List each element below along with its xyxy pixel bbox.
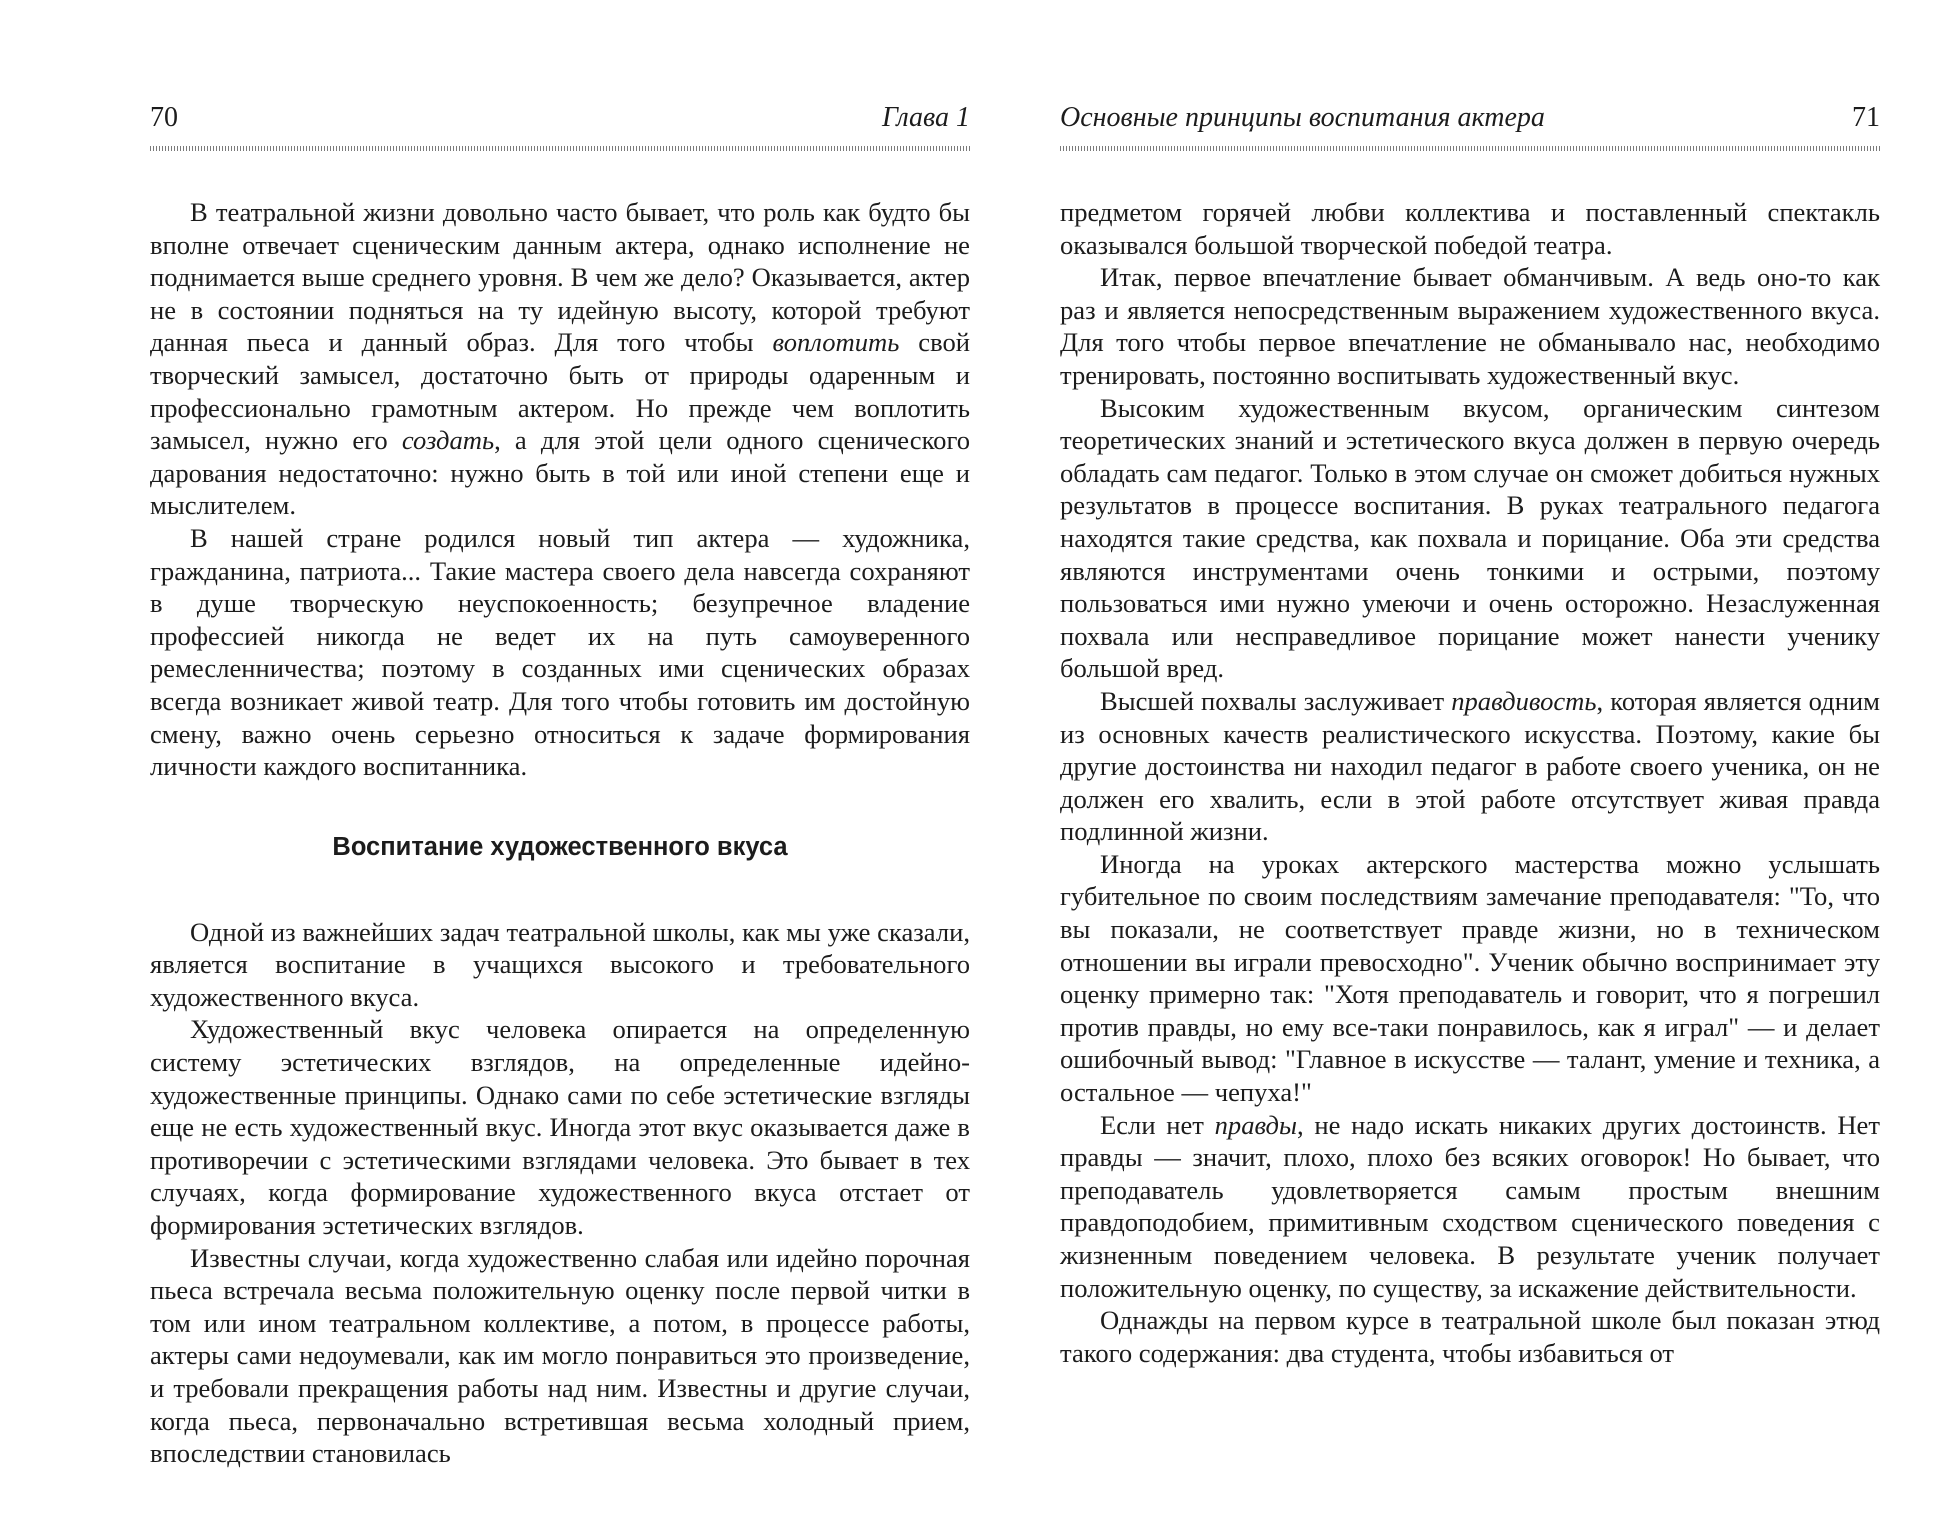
page-number-left: 70 bbox=[150, 102, 178, 133]
paragraph: Высшей похвалы заслуживает правдивость, которая является одним из основных качеств реалистического искусства. Поэтому, какие бы другие достоинства ни находил педагог в работе своего ученика, он не должен его хвалить, если в этой работе отсутствует живая правда подлинной жизни. bbox=[1060, 685, 1880, 847]
paragraph: В нашей стране родился новый тип актера — художника, гражданина, патриота... Такие мастера своего дела навсегда сохраняют в душе творческую неуспокоенность; безупречное владение профессией никогда не ведет их на путь самоуверенного ремесленничества; поэтому в созданных ими сценических образах всегда возникает живой театр. Для того чтобы готовить им достойную смену, важно очень серьезно относиться к задаче формирования личности каждого воспитанника. bbox=[150, 522, 970, 782]
left-page-body bbox=[150, 196, 970, 1470]
paragraph: Одной из важнейших задач театральной школы, как мы уже сказали, является воспитание в учащихся высокого и требовательного художественного вкуса. bbox=[150, 916, 970, 1012]
emphasis: правды bbox=[1214, 1109, 1298, 1140]
header-rule-left bbox=[150, 146, 970, 151]
book-section-title: Основные принципы воспитания актера bbox=[1060, 102, 1545, 133]
paragraph: Высоким художественным вкусом, органическим синтезом теоретических знаний и эстетического вкуса должен в первую очередь обладать сам педагог. Только в этом случае он сможет добиться нужных результатов в процессе воспитания. В руках театрального педагога находятся такие средства, как похвала и порицание. Оба эти средства являются инструментами очень тонкими и острыми, поэтому пользоваться ими нужно умеючи и очень осторожно. Незаслуженная похвала или несправедливое порицание может нанести ученику большой вред. bbox=[1060, 392, 1880, 684]
running-head-right bbox=[1060, 98, 1880, 138]
paragraph: Художественный вкус человека опирается на определенную систему эстетических взглядов, на определенные идейно-художественные принципы. Однако сами по себе эстетические взгляды еще не есть художественный вкус. Иногда этот вкус оказывается даже в противоречии с эстетическими взглядами человека. Это бывает в тех случаях, когда формирование художественного вкуса отстает от формирования эстетических взглядов. bbox=[150, 1014, 970, 1241]
paragraph: Если нет правды, не надо искать никаких других достоинств. Нет правды — значит, плохо, плохо без всяких оговорок! Но бывает, что преподаватель удовлетворяется самым простым внешним правдоподобием, примитивным сходством сценического поведения с жизненным поведением человека. В результате ученик получает положительную оценку, по существу, за искажение действительности. bbox=[1060, 1109, 1880, 1303]
paragraph: В театральной жизни довольно часто бывает, что роль как будто бы вполне отвечает сценическим данным актера, однако исполнение не поднимается выше среднего уровня. В чем же дело? Оказывается, актер не в состоянии подняться на ту идейную высоту, которой требуют данная пьеса и данный образ. Для того чтобы воплотить свой творческий замысел, достаточно быть от природы одаренным и профессионально грамотным актером. Но прежде чем воплотить замысел, нужно его создать, а для этой цели одного сценического дарования недостаточно: нужно быть в той или иной степени еще и мыслителем. bbox=[150, 197, 971, 521]
left-text-after-heading bbox=[150, 916, 970, 1470]
left-page bbox=[150, 0, 970, 1536]
chapter-title: Глава 1 bbox=[882, 102, 970, 133]
header-rule-right bbox=[1060, 146, 1880, 151]
paragraph: Итак, первое впечатление бывает обманчивым. А ведь оно-то как раз и является непосредственным выражением художественного вкуса. Для того чтобы первое впечатление не обманывало нас, необходимо тренировать, постоянно воспитывать художественный вкус. bbox=[1060, 262, 1880, 390]
section-heading: Воспитание художественного вкуса bbox=[332, 832, 788, 861]
paragraph: Однажды на первом курсе в театральной школе был показан этюд такого содержания: два студента, чтобы избавиться от bbox=[1060, 1305, 1880, 1368]
right-page bbox=[1060, 0, 1880, 1536]
continued-paragraph: предметом горячей любви коллектива и поставленный спектакль оказывался большой творческой победой театра. bbox=[1060, 197, 1880, 260]
emphasis: создать bbox=[401, 425, 495, 456]
emphasis: правдивость bbox=[1451, 685, 1597, 716]
right-page-body bbox=[1060, 196, 1880, 1369]
left-text-before-heading bbox=[150, 196, 970, 783]
emphasis: воплотить bbox=[772, 327, 900, 358]
page-number-right: 71 bbox=[1852, 102, 1880, 133]
paragraph: Иногда на уроках актерского мастерства можно услышать губительное по своим последствиям замечание преподавателя: "То, что вы показали, не соответствует правде жизни, но в техническом отношении вы играли превосходно". Ученик обычно воспринимает эту оценку примерно так: "Хотя преподаватель и говорит, что я погрешил против правды, но ему все-таки понравилось, как я играл" — и делает ошибочный вывод: "Главное в искусстве — талант, умение и техника, а остальное — чепуха!" bbox=[1060, 848, 1880, 1108]
running-head-left bbox=[150, 98, 970, 138]
paragraph: Известны случаи, когда художественно слабая или идейно порочная пьеса встречала весьма положительную оценку после первой читки в том или ином театральном коллективе, а потом, в процессе работы, актеры сами недоумевали, как им могло понравиться это произведение, и требовали прекращения работы над ним. Известны и другие случаи, когда пьеса, первоначально встретившая весьма холодный прием, впоследствии становилась bbox=[150, 1242, 970, 1469]
